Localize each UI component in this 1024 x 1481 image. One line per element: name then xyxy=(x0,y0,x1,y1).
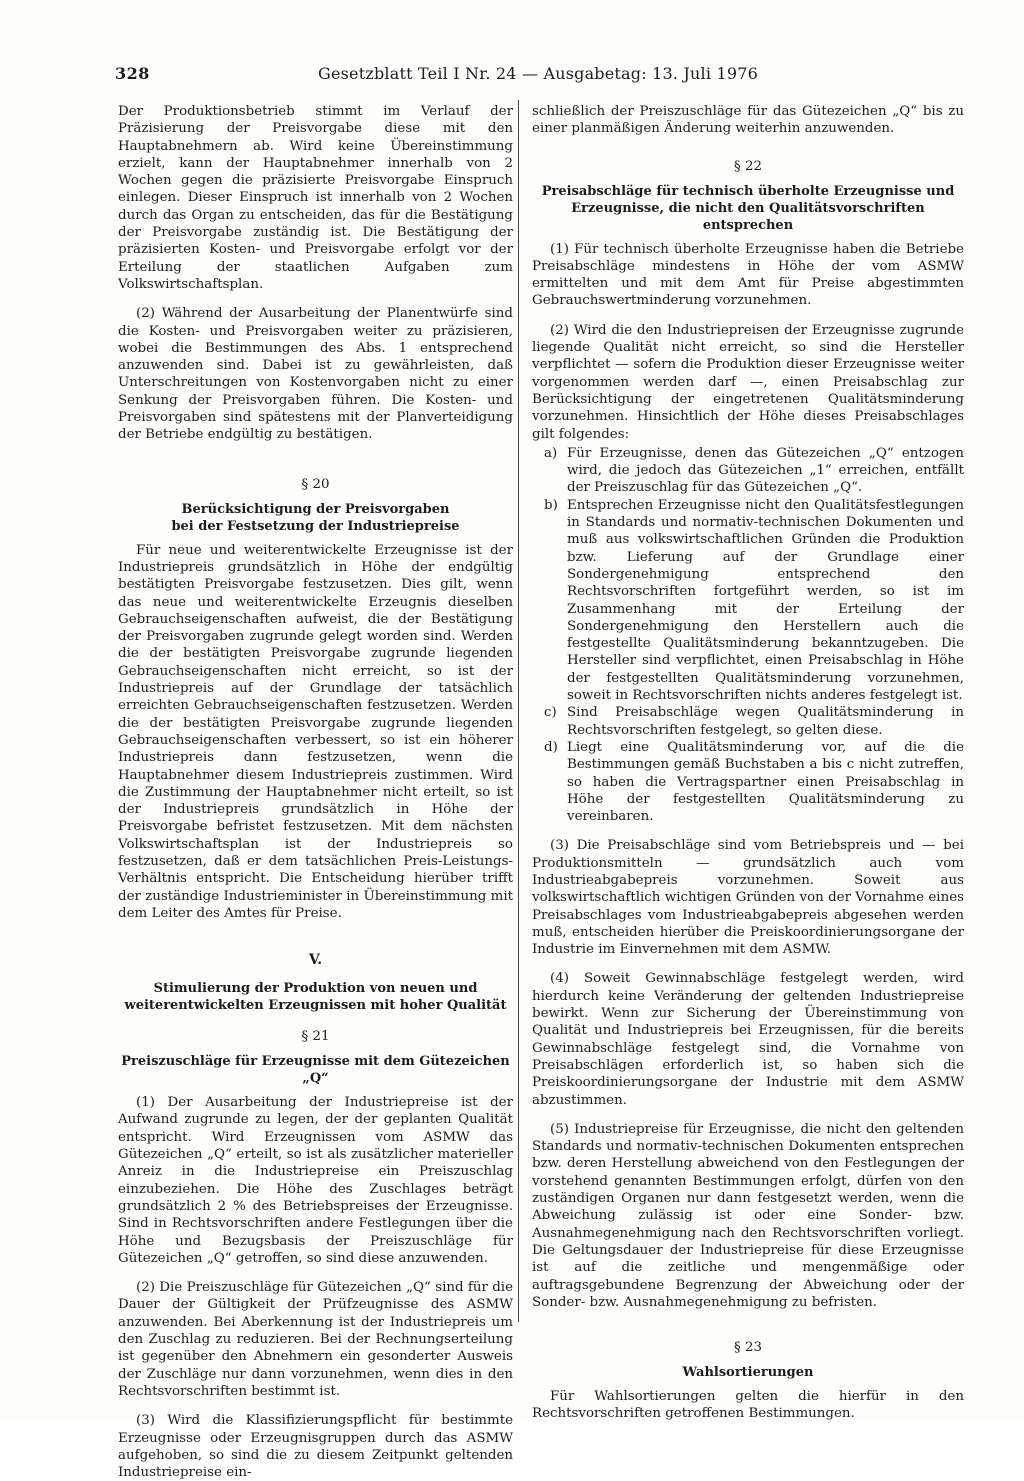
paragraph: Für Wahlsortierungen gelten die hierfür in den Rechtsvorschriften getroffenen Bestimmungen. xyxy=(532,1389,964,1422)
paragraph: Der Produktionsbetrieb stimmt im Verlauf der Präzisierung der Preisvorgabe diese mit den Hauptabnehmern ab. Wird keine Übereinstimmung erzielt, kann der Hauptabnehmer innerhalb von 2 Wochen gegen die präzisierte Preisvorgabe Einspruch einlegen. Dieser Einspruch ist innerhalb von 2 Wochen durch das Organ zu entscheiden, das für die Bestätigung der Preisvorgabe zuständig ist. Die Bestätigung der präzisierten Kosten- und Preisvorgabe erfolgt vor der Erteilung der staatlichen Aufgaben zum Volkswirtschaftsplan. xyxy=(118,104,513,292)
paragraph: (1) Der Ausarbeitung der Industriepreise ist der Aufwand zugrunde zu legen, der der geplanten Qualität entspricht. Wird Erzeugnissen vom ASMW das Gütezeichen „Q“ erteilt, so ist als zusätzlicher materieller Anreiz in die Industriepreise ein Preiszuschlag einzubeziehen. Die Höhe des Zuschlages beträgt grundsätzlich 2 % des Betriebspreises der Erzeugnisse. Sind in Rechtsvorschriften andere Festlegungen über die Höhe und Bezugsbasis der Preiszuschläge für Gütezeichen „Q“ getroffen, so sind diese anzuwenden. xyxy=(118,1095,513,1266)
paragraph: (5) Industriepreise für Erzeugnisse, die nicht den geltenden Standards und normativ-technischen Dokumenten entsprechen bzw. deren Herstellung abweichend von den Festlegungen der vorstehend genannten Bestimmungen erfolgt, dürfen von den zuständigen Organen nur dann festgesetzt werden, wenn die Abweichung zulässig ist oder eine Sonder- bzw. Ausnahmegenehmigung nach den Rechtsvorschriften vorliegt. Die Geltungsdauer der Industriepreise für diese Erzeugnisse ist auf die zeitliche und mengenmäßige oder auftragsgebundene Begrenzung der Abweichung oder der Sonder- bzw. Ausnahmegenehmigung zu befristen. xyxy=(532,1121,964,1310)
column-divider xyxy=(518,100,519,1322)
paragraph: (1) Für technisch überholte Erzeugnisse haben die Betriebe Preisabschläge mindestens in Höhe der vom ASMW ermittelten und mit dem Amt für Preise abgestimmten Gebrauchswertminderung vorzunehmen. xyxy=(532,241,964,309)
section-number: § 21 xyxy=(301,1029,330,1045)
list-item-marker: a) xyxy=(544,445,558,461)
list-item xyxy=(532,739,964,825)
part-number: V. xyxy=(308,952,323,969)
left-column xyxy=(118,103,513,1481)
paragraph: Für neue und weiterentwickelte Erzeugnisse ist der Industriepreis grundsätzlich in Höhe der endgültig bestätigten Preisvorgabe festzusetzen. Dies gilt, wenn das neue und weiterentwickelte Erzeugnis dieselben Gebrauchseigenschaften aufweist, die der Bestätigung der Preisvorgaben zugrunde gelegt worden sind. Werden die der bestätigten Preisvorgabe zugrunde liegenden Gebrauchseigenschaften nicht erreicht, so ist der Industriepreis auf der Grundlage der tatsächlich erreichten Gebrauchseigenschaften festzusetzen. Werden die der bestätigten Preisvorgabe zugrunde liegenden Gebrauchseigenschaften verbessert, so ist ein höherer Industriepreis dann festzusetzen, wenn die Hauptabnehmer diesem Industriepreis zustimmen. Wird die Zustimmung der Hauptabnehmer nicht erteilt, so ist der Industriepreis grundsätzlich in Höhe der Preisvorgabe befristet festzusetzen. Mit dem nächsten Volkswirtschaftsplan ist der Industriepreis so festzusetzen, daß er dem tatsächlichen Preis-Leistungs-Verhältnis entspricht. Die Entscheidung hierüber trifft der zuständige Industrieminister in Übereinstimmung mit dem Leiter des Amtes für Preise. xyxy=(118,542,513,921)
section-number: § 20 xyxy=(301,476,330,492)
part-title-line: Stimulierung der Produktion von neuen und xyxy=(153,981,478,997)
paragraph: (3) Wird die Klassifizierungspflicht für bestimmte Erzeugnisse oder Erzeugnisgruppen durch das ASMW aufgehoben, so sind die zu diesem Zeitpunkt geltenden Industriepreise ein- xyxy=(118,1413,513,1481)
paragraph: (4) Soweit Gewinnabschläge festgelegt werden, wird hierdurch keine Veränderung der geltenden Industriepreise bewirkt. Wenn zur Sicherung der Übereinstimmung von Qualität und Industriepreis bei Erzeugnissen, für die bereits Gewinnabschläge festgelegt sind, die Vornahme von Preisabschlägen erforderlich ist, so haben sich die Preiskoordinierungsorgane der Industrie mit dem ASMW abzustimmen. xyxy=(532,971,964,1108)
page-header xyxy=(115,64,965,90)
list-item xyxy=(532,497,964,705)
item-list xyxy=(532,445,964,826)
section-title: Wahlsortierungen xyxy=(682,1365,814,1381)
section-title-line: Preisabschläge für technisch überholte Erzeugnisse und xyxy=(541,183,955,199)
list-item-text: Für Erzeugnisse, denen das Gütezeichen „Q“ entzogen wird, die jedoch das Gütezeichen „1“ erreichen, entfällt der Preiszuschlag für das Gütezeichen „Q“. xyxy=(567,445,964,496)
part-title xyxy=(118,980,513,1014)
paragraph: (2) Die Preiszuschläge für Gütezeichen „Q“ sind für die Dauer der Gültigkeit der Prüfzeugnisse des ASMW anzuwenden. Bei Aberkennung ist der Industriepreis um den Zuschlag zu reduzieren. Bei der Rechnungserteilung ist gegenüber den Abnehmern ein gesonderter Ausweis der Zuschläge nur dann vorzunehmen, wenn dies in den Rechtsvorschriften bestimmt ist. xyxy=(118,1280,513,1399)
running-head: Gesetzblatt Teil I Nr. 24 — Ausgabetag: 13. Juli 1976 xyxy=(318,64,758,83)
list-item-marker: b) xyxy=(544,497,558,513)
section-title-line: bei der Festsetzung der Industriepreise xyxy=(171,518,460,534)
list-item-text: Sind Preisabschläge wegen Qualitätsminderung in Rechtsvorschriften festgelegt, so gelten diese. xyxy=(567,705,964,738)
list-item xyxy=(532,704,964,739)
list-item xyxy=(532,445,964,497)
section-number: § 22 xyxy=(734,158,762,174)
section-title xyxy=(118,501,513,535)
right-column xyxy=(532,103,964,1423)
section-title-line: Erzeugnisse, die nicht den Qualitätsvorschriften entsprechen xyxy=(571,200,925,233)
paragraph: schließlich der Preiszuschläge für das Gütezeichen „Q“ bis zu einer planmäßigen Änderung weiterhin anzuwenden. xyxy=(532,104,964,137)
list-item-marker: c) xyxy=(544,705,557,721)
paragraph: (3) Die Preisabschläge sind vom Betriebspreis und — bei Produktionsmitteln — grundsätzlich auch vom Industrieabgabepreis vorzunehmen. Soweit aus volkswirtschaftlich wichtigen Gründen von der Vornahme eines Preisabschlages vom Industrieabgabepreis abgesehen werden muß, entscheiden hierüber die Preiskoordinierungsorgane der Industrie im Einvernehmen mit dem ASMW. xyxy=(532,838,964,958)
list-item-text: Entsprechen Erzeugnisse nicht den Qualitätsfestlegungen in Standards und normativ-technischen Dokumenten und muß aus volkswirtschaftlichen Gründen die Produktion bzw. Lieferung auf der Grundlage einer Sondergenehmigung entsprechend den Rechtsvorschriften fortgeführt werden, so ist im Zusammenhang mit der Erteilung der Sondergenehmigung den Herstellern auch die festgestellte Qualitätsminderung bekanntzugeben. Die Hersteller sind verpflichtet, einen Preisabschlag in Höhe der festgestellten Qualitätsminderung vorzunehmen, soweit in Rechtsvorschriften nichts anderes festgelegt ist. xyxy=(567,497,964,704)
page-number: 328 xyxy=(115,64,150,83)
section-number: § 23 xyxy=(734,1340,762,1356)
section-title: Preiszuschläge für Erzeugnisse mit dem Gütezeichen „Q“ xyxy=(121,1054,510,1087)
part-title-line: weiterentwickelten Erzeugnissen mit hoher Qualität xyxy=(124,998,507,1014)
paragraph: (2) Wird die den Industriepreisen der Erzeugnisse zugrunde liegende Qualität nicht erreicht, so sind die Hersteller verpflichtet — sofern die Produktion dieser Erzeugnisse weiter vorgenommen werden darf —, einen Preisabschlag zur Berücksichtigung der eingetretenen Qualitätsminderung vorzunehmen. Hinsichtlich der Höhe dieses Preisabschlages gilt folgendes: xyxy=(532,322,964,442)
paragraph: (2) Während der Ausarbeitung der Planentwürfe sind die Kosten- und Preisvorgaben weiter zu präzisieren, wobei die Bestimmungen des Abs. 1 entsprechend anzuwenden sind. Dabei ist zu gewährleisten, daß Unterschreitungen von Kostenvorgaben nicht zu einer Senkung der Preisvorgaben führen. Die Kosten- und Preisvorgaben sind spätestens mit der Planverteidigung der Betriebe endgültig zu bestätigen. xyxy=(118,306,513,443)
section-title-line: Berücksichtigung der Preisvorgaben xyxy=(181,501,450,517)
list-item-marker: d) xyxy=(544,739,558,755)
list-item-text: Liegt eine Qualitätsminderung vor, auf die die Bestimmungen gemäß Buchstaben a bis c nicht zutreffen, so haben die Vertragspartner einen Preisabschlag in Höhe der festgestellten Qualitätsminderung zu vereinbaren. xyxy=(567,739,964,825)
section-title xyxy=(532,183,964,234)
